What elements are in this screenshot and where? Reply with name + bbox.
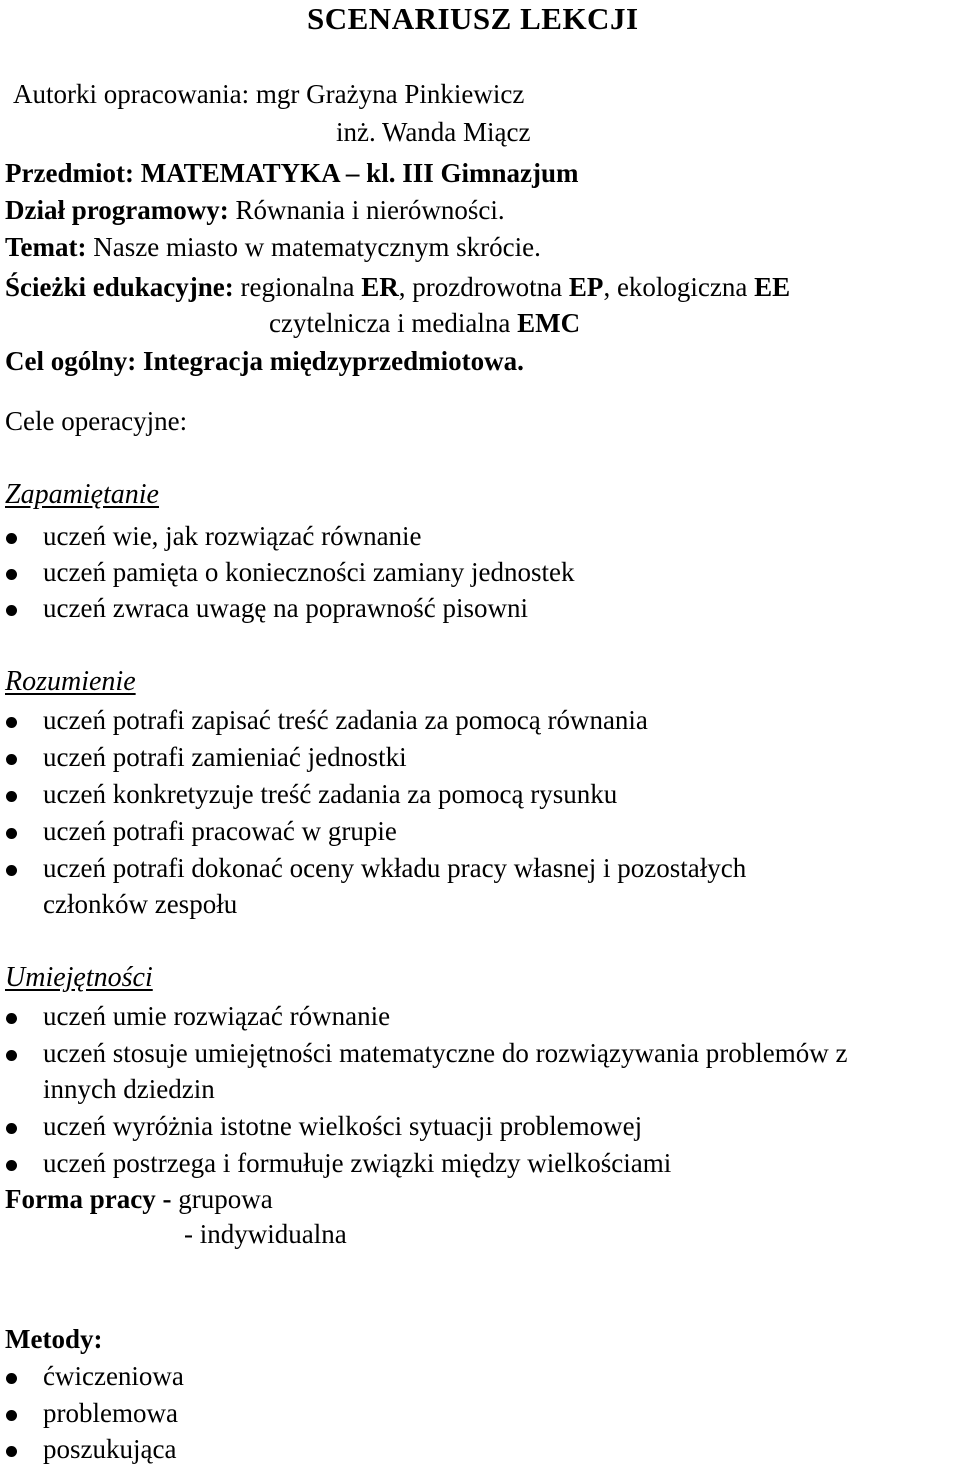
general-goal-label: Cel ogólny:: [5, 346, 137, 376]
bullet-icon: [6, 791, 17, 802]
authors-line: [13, 78, 524, 110]
operational-goals-heading: Cele operacyjne:: [5, 406, 188, 436]
subject-label: Przedmiot:: [5, 158, 134, 188]
path-media: czytelnicza i medialna: [269, 308, 518, 338]
list-item-continuation: innych dziedzin: [43, 1074, 215, 1104]
bullet-icon: [6, 1373, 17, 1384]
path-regional: regionalna: [240, 272, 362, 302]
section-line: [5, 194, 505, 226]
bullet-icon: [6, 1446, 17, 1457]
skills-heading: Umiejętności: [5, 962, 153, 993]
section-label: Dział programowy:: [5, 195, 229, 225]
bullet-icon: [6, 605, 17, 616]
topic-line: [5, 231, 541, 263]
work-form-group: grupowa: [178, 1184, 273, 1214]
path-ee: EE: [754, 272, 791, 302]
remembering-heading: Zapamiętanie: [5, 479, 159, 510]
understanding-heading: Rozumienie: [5, 666, 136, 697]
bullet-icon: [6, 865, 17, 876]
path-emc: EMC: [517, 308, 581, 338]
bullet-icon: [6, 1410, 17, 1421]
section-value: Równania i nierówności.: [235, 195, 505, 225]
path-health: , prozdrowotna: [398, 272, 569, 302]
work-form-label: Forma pracy: [5, 1184, 156, 1214]
general-goal-line: [5, 345, 524, 377]
document-page: SCENARIUSZ LEKCJI Autorki opracowania: mgr Grażyna Pinkiewicz inż. Wanda Miącz Przedmiot: MATEMATYKA – kl. III Gimnazjum Dział programowy: Równania i nierówności. Temat: Nasze miasto w matematycznym skrócie. Ścieżki edukacyjne: regionalna ER, prozdrowotna EP, ekologiczna EE czytelnicza i medialna EMC Cel ogólny: Integracja międzyprzedmiotowa. Cele operacyjne: Zapamiętanie uczeń wie, jak rozwiązać równanie uczeń pamięta o konieczności zamiany jednostek uczeń zwraca uwagę na poprawność pisowni Rozumienie uczeń potrafi zapisać treść zadania za pomocą równania uczeń potrafi zamieniać jednostki uczeń konkretyzuje treść zadania za pomocą rysunku uczeń potrafi pracować w grupie uczeń potrafi dokonać oceny wkładu pracy własnej i pozostałych członków zespołu Umiejętności uczeń umie rozwiązać równanie uczeń stosuje umiejętności matematyczne do rozwiązywania problemów z innych dziedzin uczeń wyróżnia istotne wielkości sytuacji problemowej uczeń postrzega i formułuje związki między wielkościami Forma pracy - grupowa - indywidualna Metody: ćwiczeniowa problemowa poszukująca: [5, 1, 848, 1464]
authors-label: Autorki opracowania:: [13, 79, 250, 109]
path-er: ER: [361, 272, 399, 302]
bullet-icon: [6, 828, 17, 839]
list-item-continuation: członków zespołu: [43, 889, 238, 919]
paths-line-2: [269, 307, 580, 339]
bullet-icon: [6, 533, 17, 544]
path-ep: EP: [568, 272, 604, 302]
work-form-individual: - indywidualna: [184, 1219, 347, 1249]
document-title: SCENARIUSZ LEKCJI: [307, 1, 639, 36]
paths-line: [5, 271, 790, 303]
bullet-icon: [6, 1123, 17, 1134]
path-eco: , ekologiczna: [603, 272, 755, 302]
author-2: inż. Wanda Miącz: [336, 117, 531, 147]
paths-label: Ścieżki edukacyjne:: [5, 272, 234, 302]
general-goal-value: Integracja międzyprzedmiotowa.: [143, 346, 524, 376]
topic-value: Nasze miasto w matematycznym skrócie.: [93, 232, 541, 262]
subject-value: MATEMATYKA – kl. III Gimnazjum: [140, 158, 579, 188]
work-form-dash: -: [155, 1184, 179, 1214]
bullet-icon: [6, 569, 17, 580]
subject-line: [5, 157, 578, 189]
bullet-icon: [6, 1050, 17, 1061]
work-form-line: [5, 1183, 273, 1215]
bullet-icon: [6, 1160, 17, 1171]
methods-heading: Metody:: [5, 1324, 103, 1354]
topic-label: Temat:: [5, 232, 87, 262]
bullet-icon: [6, 754, 17, 765]
bullet-icon: [6, 717, 17, 728]
bullet-icon: [6, 1013, 17, 1024]
author-1: mgr Grażyna Pinkiewicz: [255, 79, 525, 109]
